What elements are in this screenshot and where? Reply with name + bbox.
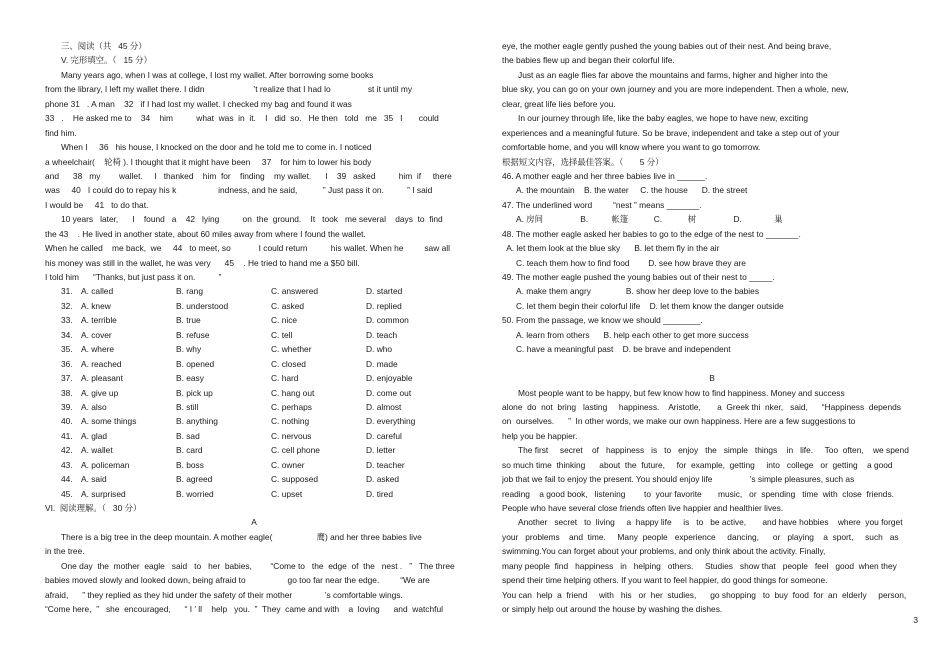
question-number: 35. [61,344,73,355]
answer-option: D. come out [366,387,412,398]
text-line: clear, great life lies before you. [502,98,616,109]
text-line: VI. 阅读理解。（ 30 分） [45,503,142,513]
option-row [45,400,463,414]
question-number: 41. [61,430,73,441]
answer-option: A. knew [81,300,111,311]
text-line: 48. The mother eagle asked her babies to go to the edge of the nest to _______. [502,228,801,239]
answer-option: C. whether [271,344,312,355]
answer-option: A. pleasant [81,373,123,384]
text-line: There is a big tree in the deep mountain. A mother eagle( 鹰) and her three babies live [61,531,422,542]
answer-option: B. refuse [176,329,210,340]
answer-option: A. reached [81,358,122,369]
answer-option: A. give up [81,387,119,398]
answer-option: B. true [176,315,201,326]
text-line: A. learn from others B. help each other to get more success [516,329,749,340]
option-row [45,487,463,501]
answer-option: B. agreed [176,474,213,485]
text-line: spend their time helping others. If you want to feel happier, do good things for someone. [502,575,828,586]
answer-option: D. who [366,344,393,355]
answer-option: D. letter [366,445,396,456]
text-line: find him. [45,127,77,138]
text-line: job that we fail to enjoy the present. You should enjoy life ’s simple pleasures, such as [502,474,855,485]
answer-option: C. owner [271,459,305,470]
answer-option: B. still [176,401,199,412]
answer-option: B. easy [176,373,204,384]
answer-option: A. cover [81,329,112,340]
text-line: eye, the mother eagle gently pushed the young babies out of their nest. And being brave, [502,41,832,51]
reading-passage-a-start [45,501,463,617]
text-line: “Come here, ” she encouraged, “ I ’ ll help you. ” They came and with a loving and watchful [45,604,443,615]
text-line: One day the mother eagle said to her babies, “Come to the edge of the nest . ” The three [61,560,455,571]
answer-option: C. asked [271,300,305,311]
text-line: blue sky, you can go on your own journey and you are more independent. Then a whole, new, [502,84,849,95]
question-number: 37. [61,373,73,384]
page-number: 3 [913,615,918,625]
question-number: 34. [61,329,73,340]
text-line: B [709,373,715,384]
answer-option: B. rang [176,286,204,297]
answer-option: A. some things [81,416,137,427]
option-row [45,472,463,486]
answer-option: D. everything [366,416,416,427]
text-line: A. make them angry B. show her deep love to the babies [516,286,760,297]
cloze-options [45,284,463,501]
option-row [45,328,463,342]
answer-option: A. where [81,344,115,355]
answer-option: D. enjoyable [366,373,413,384]
answer-option: B. opened [176,358,215,369]
question-number: 43. [61,459,73,470]
text-line: Most people want to be happy, but few know how to find happiness. Money and success [518,387,845,398]
text-line: babies moved slowly and looked down, being afraid to go too far near the edge. “We are [45,575,430,586]
answer-option: A. surprised [81,488,126,499]
text-line: the 43 . He lived in another state, about 60 miles away from where I found the wallet. [45,228,366,239]
answer-option: B. card [176,445,203,456]
option-row [45,299,463,313]
text-line: A [251,517,257,528]
text-line: I told him “Thanks, but just pass it on. ” [45,272,222,282]
text-line: The first secret of happiness is to enjoy the simple things in life. Too often, we spend [518,445,909,456]
cloze-passage [45,39,463,284]
option-row [45,429,463,443]
text-line: 33 . He asked me to 34 him what was in it. I did so. He then told me 35 I could [45,113,439,124]
answer-option: C. closed [271,358,306,369]
question-number: 33. [61,315,73,326]
answer-option: C. hard [271,373,299,384]
text-line: 49. The mother eagle pushed the young babies out of their nest to _____. [502,272,775,282]
text-line: was 40 I could do to repay his k indness, and he said, ” Just pass it on. ” I said [45,185,433,196]
text-line: 46. A mother eagle and her three babies live in ______. [502,170,708,181]
answer-option: A. terrible [81,315,117,326]
answer-option: D. teacher [366,459,405,470]
text-line: in the tree. [45,546,85,557]
reading-passage-continued [502,39,922,617]
text-line: When he called me back, we 44 to meet, so I could return his wallet. When he saw all [45,243,450,254]
answer-option: B. anything [176,416,218,427]
text-line: When I 36 his house, I knocked on the door and he told me to come in. I noticed [61,142,372,153]
right-column [502,39,922,617]
answer-option: B. why [176,344,202,355]
answer-option: D. almost [366,401,402,412]
answer-option: D. asked [366,474,400,485]
option-row [45,443,463,457]
answer-option: D. started [366,286,403,297]
option-row [45,342,463,356]
text-line: swimming.You can forget about your problems, and only think about the activity. Finally, [502,546,826,557]
answer-option: A. also [81,401,107,412]
answer-option: B. boss [176,459,204,470]
text-line: experiences and a meaningful future. So be brave, independent and take a step out of your [502,127,840,138]
text-line: your problems and time. Many people experience dancing, or playing a sport, such as [502,531,899,542]
text-line: phone 31 . A man 32 if I had lost my wallet. I checked my bag and found it was [45,98,352,109]
option-row [45,414,463,428]
answer-option: C. nice [271,315,298,326]
option-row [45,371,463,385]
text-line: In our journey through life, like the baby eagles, we hope to have new, exciting [518,113,809,124]
answer-option: C. nothing [271,416,310,427]
text-line: 根据短文内容，选择最佳答案。（ 5 分） [502,156,664,167]
question-number: 36. [61,358,73,369]
answer-option: B. pick up [176,387,213,398]
option-row [45,386,463,400]
text-line: and 38 my wallet. I thanked him for finding my wallet. I 39 asked him if there [45,170,452,181]
text-line: on ourselves. ” In other words, we make our own happiness. Here are a few suggestions to [502,416,856,427]
answer-option: A. wallet [81,445,113,456]
text-line: 47. The underlined word “nest ” means _______. [502,199,702,210]
answer-option: C. tell [271,329,293,340]
question-number: 44. [61,474,73,485]
question-number: 42. [61,445,73,456]
text-line: C. have a meaningful past D. be brave and independent [516,344,731,355]
answer-option: C. perhaps [271,401,312,412]
answer-option: B. sad [176,430,200,441]
left-column [45,39,463,617]
text-line [502,357,922,371]
answer-option: C. answered [271,286,319,297]
text-line: comfortable home, and you will know where you want to go tomorrow. [502,142,761,153]
question-number: 31. [61,286,73,297]
text-line: from the library, I left my wallet there. I didn ’t realize that I had lo st it until my [45,84,413,95]
question-number: 32. [61,300,73,311]
text-line: You can help a friend with his or her studies, go shopping to buy food for an elderly person, [502,589,907,600]
answer-option: C. cell phone [271,445,320,456]
text-line: C. let them begin their colorful life D. let them know the danger outside [516,300,784,311]
text-line: Just as an eagle flies far above the mountains and farms, higher and higher into the [518,69,828,80]
answer-option: A. called [81,286,114,297]
text-line: his money was still in the wallet, he was very 45 . He tried to hand me a $50 bill. [45,257,360,268]
option-row [45,313,463,327]
answer-option: D. replied [366,300,402,311]
answer-option: C. supposed [271,474,319,485]
question-number: 45. [61,488,73,499]
text-line: so much time thinking about the future, for example, getting into college or getting a good [502,459,893,470]
text-line: or simply help out around the house by washing the dishes. [502,604,723,615]
answer-option: D. careful [366,430,402,441]
answer-option: A. policeman [81,459,130,470]
text-line: help you be happier. [502,430,578,441]
answer-option: B. understood [176,300,229,311]
option-row [45,458,463,472]
text-line: 50. From the passage, we know we should ________. [502,315,703,326]
answer-option: D. made [366,358,398,369]
text-line: a wheelchair( 轮椅 ). I thought that it might have been 37 for him to lower his body [45,156,372,167]
answer-option: C. hang out [271,387,315,398]
answer-option: D. tired [366,488,393,499]
text-line: A. the mountain B. the water C. the house D. the street [516,185,748,196]
text-line: A. let them look at the blue sky B. let them fly in the air [502,243,720,254]
question-number: 39. [61,401,73,412]
text-line: C. teach them how to find food D. see how brave they are [516,257,746,268]
text-line: the babies flew up and began their colorful life. [502,55,675,66]
answer-option: A. glad [81,430,108,441]
text-line: 10 years later, I found a 42 lying on the ground. It took me several days to find [61,214,443,225]
option-row [45,357,463,371]
text-line: Many years ago, when I was at college, I lost my wallet. After borrowing some books [61,69,374,80]
answer-option: C. nervous [271,430,312,441]
question-number: 40. [61,416,73,427]
option-row [45,284,463,298]
text-line: alone do not bring lasting happiness. Aristotle, a Greek thi nker, said, “Happiness depends [502,401,901,412]
text-line: People who have several close friends often live happier and healthier lives. [502,503,784,513]
answer-option: B. worried [176,488,214,499]
text-line: 三、阅读（共 45 分） [61,41,147,51]
question-number: 38. [61,387,73,398]
answer-option: A. said [81,474,107,485]
answer-option: D. common [366,315,409,326]
text-line: A. 房间 B. 帐篷 C. 树 D. 巢 [516,214,783,225]
answer-option: C. upset [271,488,303,499]
text-line: many people find happiness in helping others. Studies show that people feel good when they [502,560,897,571]
text-line: afraid, ” they replied as they hid under the safety of their mother ’s comfortable wings. [45,589,403,600]
answer-option: D. teach [366,329,398,340]
text-line: V. 完形填空。（ 15 分） [61,55,152,66]
text-line: Another secret to living a happy life is to be active, and have hobbies where you forget [518,517,903,528]
text-line: reading a good book, listening to your favorite music, or spending time with close friends. [502,488,894,499]
text-line: I would be 41 to do that. [45,199,149,210]
